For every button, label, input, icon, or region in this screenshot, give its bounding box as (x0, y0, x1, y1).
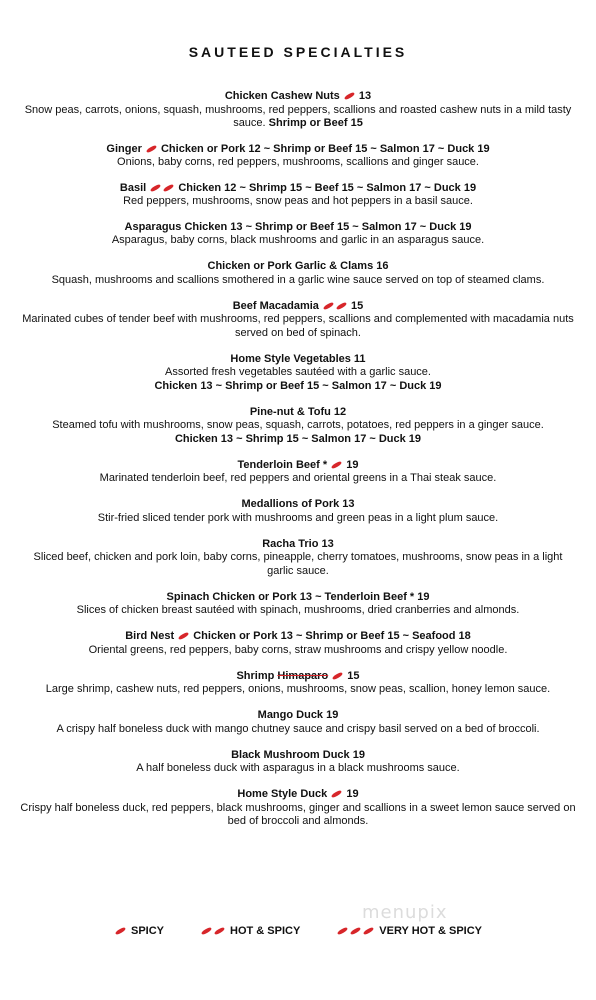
description-text: Assorted fresh vegetables sautéed with a garlic sauce. (165, 366, 431, 378)
dish-price: Chicken or Pork 13 ~ Shrimp or Beef 15 ~ Seafood 18 (193, 630, 471, 642)
chili-pepper-icon (201, 927, 213, 936)
menu-item-description (20, 313, 576, 340)
menu-item-description (20, 762, 576, 776)
description-text: Sliced beef, chicken and pork loin, baby corns, pineapple, cherry tomatoes, mushrooms, snow peas in a light garlic sauce. (33, 551, 563, 577)
menu-item-description (20, 274, 576, 288)
menu-item-description (20, 419, 576, 433)
menu-item (20, 182, 576, 209)
chili-pepper-icon (323, 301, 335, 310)
dish-name: Beef Macadamia (232, 299, 319, 312)
menu-item (20, 353, 576, 394)
description-text: Marinated tenderloin beef, red peppers and oriental greens in a Thai steak sauce. (99, 472, 497, 484)
dish-name: Pine-nut & Tofu 12 (249, 405, 347, 418)
description-text: Asparagus, baby corns, black mushrooms and garlic in an asparagus sauce. (111, 234, 485, 246)
menu-item (20, 630, 576, 657)
menu-item-name (20, 260, 576, 274)
menu-item (20, 788, 576, 829)
dish-price: 15 (351, 299, 364, 312)
dish-name: Racha Trio 13 (262, 537, 334, 550)
description-text: Crispy half boneless duck, red peppers, black mushrooms, ginger and scallions in a sweet lemon sauce served on bed of broccoli and almonds. (20, 801, 576, 827)
dish-name: Home Style Duck (237, 788, 328, 800)
menu-item-name (20, 498, 576, 512)
description-text: Slices of chicken breast sautéed with spinach, mushrooms, dried cranberries and almonds. (76, 604, 520, 616)
menu-item-name (20, 90, 576, 104)
menu-item-name (20, 591, 576, 605)
alternate-price: Shrimp or Beef 15 (268, 117, 363, 129)
dish-name: Chicken or Pork Garlic & Clams 16 (207, 260, 389, 272)
chili-pepper-icon (146, 144, 158, 153)
dish-name: Home Style Vegetables 11 (230, 352, 366, 365)
legend-chilis (114, 925, 127, 937)
price-options: Chicken 13 ~ Shrimp 15 ~ Salmon 17 ~ Duck 19 (174, 432, 422, 445)
dish-price: Chicken or Pork 12 ~ Shrimp or Beef 15 ~ Salmon 17 ~ Duck 19 (160, 142, 490, 155)
menu-item-name (20, 538, 576, 552)
chili-pepper-icon (337, 927, 349, 936)
legend-item (200, 925, 300, 937)
menu-item (20, 90, 576, 131)
legend-label: HOT & SPICY (230, 925, 301, 937)
menu-item-description (20, 366, 576, 380)
menu-item-description (20, 472, 576, 486)
dish-name: Asparagus (124, 220, 182, 233)
dish-name: Medallions of Pork 13 (241, 498, 355, 510)
description-text: A crispy half boneless duck with mango chutney sauce and crispy basil served on a bed of broccoli. (56, 722, 540, 735)
chili-pepper-icon (331, 790, 343, 799)
dish-name: Mango Duck 19 (257, 709, 339, 721)
menu-item-description (20, 195, 576, 209)
menu-list (20, 90, 576, 841)
menu-item-name (20, 353, 576, 367)
menu-item (20, 670, 576, 697)
menu-item (20, 143, 576, 170)
menu-item-name (20, 300, 576, 314)
menu-item-name (20, 670, 576, 684)
description-text: Large shrimp, cashew nuts, red peppers, onions, mushrooms, snow peas, scallion, honey lemon sauce. (45, 683, 551, 695)
description-text: A half boneless duck with asparagus in a black mushrooms sauce. (136, 762, 460, 774)
menu-item-description (20, 512, 576, 526)
legend-chilis (336, 925, 375, 937)
chili-pepper-icon (214, 927, 226, 936)
watermark: menupix (362, 902, 448, 923)
menu-item-description (20, 156, 576, 170)
menu-item (20, 749, 576, 776)
chili-pepper-icon (331, 460, 343, 469)
dish-price: 15 (347, 669, 360, 682)
description-text: Onions, baby corns, red peppers, mushrooms, scallions and ginger sauce. (117, 156, 479, 168)
menu-item-name (20, 182, 576, 196)
menu-item (20, 459, 576, 486)
menu-item-description (20, 644, 576, 658)
legend-label: SPICY (130, 925, 164, 937)
menu-item (20, 300, 576, 341)
description-text: Oriental greens, red peppers, baby corns, straw mushrooms and crispy yellow noodle. (88, 643, 508, 656)
dish-price: 19 (346, 788, 359, 800)
menu-item (20, 406, 576, 447)
menu-item-name (20, 749, 576, 763)
menu-item (20, 538, 576, 579)
description-text: Squash, mushrooms and scallions smothered in a garlic wine sauce served on top of steamed clams. (51, 273, 545, 286)
menu-item-description (20, 104, 576, 131)
menu-item-name (20, 788, 576, 802)
menu-item (20, 221, 576, 248)
menu-item-description (20, 604, 576, 618)
dish-price: Chicken 13 ~ Shrimp or Beef 15 ~ Salmon 17 ~ Duck 19 (184, 220, 472, 233)
struck-word: Himaparo (277, 669, 329, 682)
menu-item-name (20, 406, 576, 420)
dish-price: Chicken 12 ~ Shrimp 15 ~ Beef 15 ~ Salmon 17 ~ Duck 19 (178, 181, 477, 194)
menu-item (20, 498, 576, 525)
legend-item (114, 925, 164, 937)
description-text: Stir-fried sliced tender pork with mushrooms and green peas in a light plum sauce. (97, 511, 499, 524)
chili-pepper-icon (163, 183, 175, 192)
menu-item-name (20, 459, 576, 473)
menu-item-description (20, 723, 576, 737)
page-title: SAUTEED SPECIALTIES (188, 44, 408, 60)
chili-pepper-icon (344, 92, 356, 101)
menu-item-name (20, 630, 576, 644)
dish-price: 13 (358, 90, 372, 102)
description-text: Snow peas, carrots, onions, squash, mushrooms, red peppers, scallions and roasted cashew nuts in a mild tasty sauce. (24, 103, 572, 129)
menu-item-description (20, 234, 576, 248)
dish-name: Bird Nest (125, 630, 175, 642)
description-text: Red peppers, mushrooms, snow peas and hot peppers in a basil sauce. (123, 195, 473, 207)
chili-pepper-icon (363, 927, 375, 936)
dish-name: Shrimp (236, 669, 275, 682)
menu-item-name (20, 221, 576, 235)
dish-name: Ginger (106, 142, 142, 155)
dish-name: Chicken Cashew Nuts (224, 90, 340, 102)
dish-name: Tenderloin Beef * (237, 458, 328, 471)
menu-item (20, 591, 576, 618)
menu-item-name (20, 709, 576, 723)
legend-chilis (200, 925, 226, 937)
dish-name: Basil (119, 181, 147, 194)
legend-label: VERY HOT & SPICY (379, 925, 482, 937)
menu-item-name (20, 143, 576, 157)
chili-pepper-icon (150, 183, 162, 192)
legend-item (336, 925, 482, 937)
menu-item-description (20, 551, 576, 578)
spice-legend (0, 925, 596, 937)
description-text: Marinated cubes of tender beef with mushrooms, red peppers, scallions and complemented with macadamia nuts served on bed of spinach. (22, 313, 574, 339)
chili-pepper-icon (115, 927, 127, 936)
menu-item (20, 709, 576, 736)
dish-name: Black Mushroom Duck 19 (231, 748, 365, 761)
chili-pepper-icon (336, 301, 348, 310)
menu-item-description (20, 683, 576, 697)
chili-pepper-icon (332, 671, 344, 680)
description-text: Steamed tofu with mushrooms, snow peas, squash, carrots, potatoes, red peppers in a ginger sauce. (52, 419, 544, 431)
chili-pepper-icon (178, 632, 190, 641)
chili-pepper-icon (350, 927, 362, 936)
menu-item-description (20, 802, 576, 829)
menu-item (20, 260, 576, 287)
price-options: Chicken 13 ~ Shrimp or Beef 15 ~ Salmon 17 ~ Duck 19 (154, 379, 442, 392)
dish-name: Spinach Chicken or Pork 13 ~ Tenderloin Beef * 19 (166, 590, 430, 603)
dish-price: 19 (346, 458, 359, 471)
